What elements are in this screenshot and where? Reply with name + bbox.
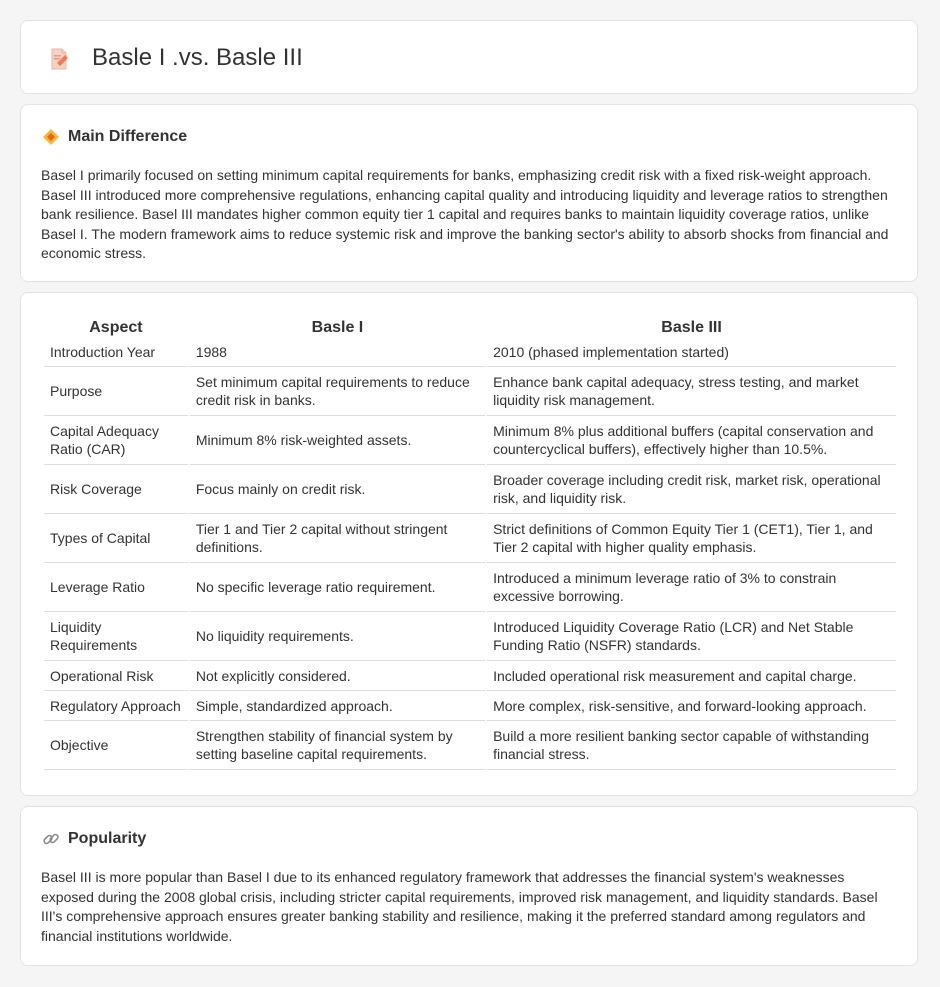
- basle-i-cell: Set minimum capital requirements to reduce credit risk in banks.: [190, 367, 485, 416]
- main-difference-heading: Main Difference: [68, 128, 188, 145]
- comparison-section: [20, 292, 918, 796]
- basle-i-cell: No liquidity requirements.: [190, 612, 485, 661]
- column-header-aspect: Aspect: [89, 319, 143, 336]
- table-row: [44, 514, 896, 563]
- basle-iii-cell: Minimum 8% plus additional buffers (capital conservation and countercyclical buffers), effectively higher than 10.5%.: [487, 416, 896, 465]
- basle-i-cell: 1988: [190, 337, 485, 367]
- basle-iii-cell: More complex, risk-sensitive, and forward-looking approach.: [487, 691, 896, 721]
- basle-iii-cell: Enhance bank capital adequacy, stress testing, and market liquidity risk management.: [487, 367, 896, 416]
- main-difference-section: [20, 104, 918, 282]
- basle-iii-cell: 2010 (phased implementation started): [487, 337, 896, 367]
- document-edit-icon: [47, 47, 71, 71]
- table-row: [44, 367, 896, 416]
- table-row: [44, 465, 896, 514]
- basle-i-cell: Strengthen stability of financial system by setting baseline capital requirements.: [190, 721, 485, 770]
- table-row: [44, 612, 896, 661]
- aspect-cell: Operational Risk: [44, 661, 188, 691]
- basle-iii-cell: Build a more resilient banking sector capable of withstanding financial stress.: [487, 721, 896, 770]
- column-header-basle-i: Basle I: [311, 319, 364, 336]
- table-row: [44, 416, 896, 465]
- page-title: Basle I .vs. Basle III: [92, 44, 303, 71]
- table-row: [44, 691, 896, 721]
- basle-i-cell: Focus mainly on credit risk.: [190, 465, 485, 514]
- column-header-basle-iii: Basle III: [661, 319, 722, 336]
- aspect-cell: Types of Capital: [44, 514, 188, 563]
- basle-iii-cell: Introduced a minimum leverage ratio of 3% to constrain excessive borrowing.: [487, 563, 896, 612]
- main-difference-text: Basel I primarily focused on setting minimum capital requirements for banks, emphasizing credit risk with a fixed risk-weight approach. Basel III introduced more comprehensive regulations, enhancing capital quality and introducing liquidity and leverage ratios to strengthen bank resilience. Basel III mandates higher common equity tier 1 capital and requires banks to maintain liquidity coverage ratios, unlike Basel I. The modern framework aims to reduce systemic risk and improve the banking sector's ability to absorb shocks from financial and economic stress.: [41, 167, 889, 262]
- basle-i-cell: No specific leverage ratio requirement.: [190, 563, 485, 612]
- comparison-table: [42, 315, 898, 770]
- basle-iii-cell: Included operational risk measurement and capital charge.: [487, 661, 896, 691]
- aspect-cell: Capital Adequacy Ratio (CAR): [44, 416, 188, 465]
- basle-iii-cell: Introduced Liquidity Coverage Ratio (LCR) and Net Stable Funding Ratio (NSFR) standards.: [487, 612, 896, 661]
- popularity-section: [20, 806, 918, 966]
- table-row: [44, 721, 896, 770]
- popularity-heading: Popularity: [68, 830, 147, 847]
- table-row: [44, 563, 896, 612]
- diamond-icon: [42, 128, 60, 146]
- basle-i-cell: Minimum 8% risk-weighted assets.: [190, 416, 485, 465]
- aspect-cell: Liquidity Requirements: [44, 612, 188, 661]
- table-row: [44, 661, 896, 691]
- aspect-cell: Introduction Year: [44, 337, 188, 367]
- header-card: [20, 20, 918, 94]
- basle-iii-cell: Broader coverage including credit risk, market risk, operational risk, and liquidity risk.: [487, 465, 896, 514]
- aspect-cell: Purpose: [44, 367, 188, 416]
- table-row: [44, 337, 896, 367]
- aspect-cell: Regulatory Approach: [44, 691, 188, 721]
- basle-i-cell: Tier 1 and Tier 2 capital without stringent definitions.: [190, 514, 485, 563]
- aspect-cell: Risk Coverage: [44, 465, 188, 514]
- basle-i-cell: Simple, standardized approach.: [190, 691, 485, 721]
- basle-i-cell: Not explicitly considered.: [190, 661, 485, 691]
- link-icon: [42, 830, 60, 848]
- aspect-cell: Objective: [44, 721, 188, 770]
- popularity-text: Basel III is more popular than Basel I due to its enhanced regulatory framework that addresses the financial system's weaknesses exposed during the 2008 global crisis, including stricter capital requirements, improved risk management, and liquidity standards. Basel III's comprehensive approach ensures greater banking stability and resilience, making it the preferred standard among regulators and financial institutions worldwide.: [41, 869, 878, 944]
- aspect-cell: Leverage Ratio: [44, 563, 188, 612]
- basle-iii-cell: Strict definitions of Common Equity Tier 1 (CET1), Tier 1, and Tier 2 capital with higher quality emphasis.: [487, 514, 896, 563]
